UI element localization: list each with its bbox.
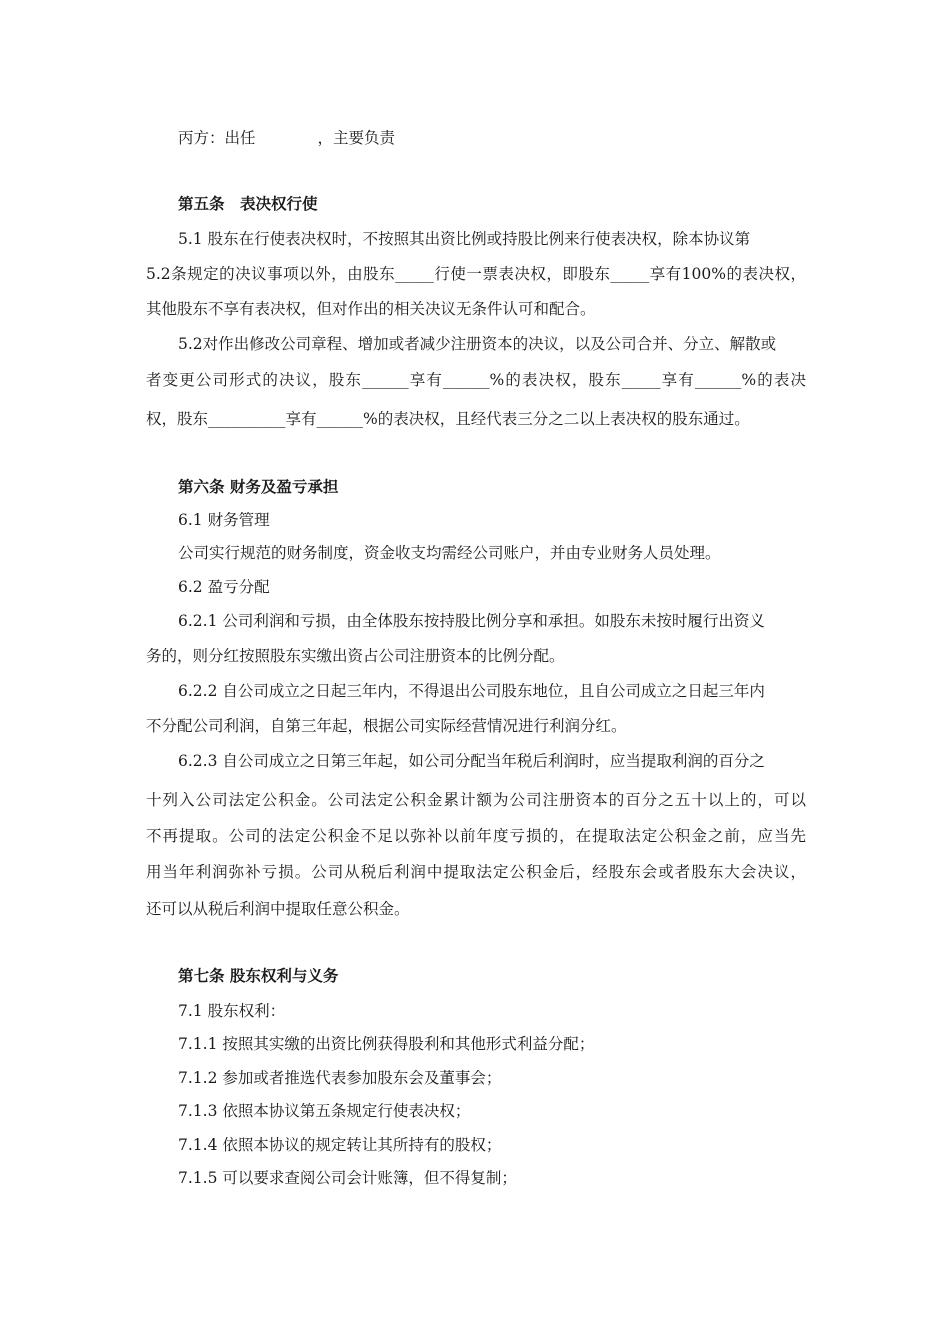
paragraph-line: 6.2.3 自公司成立之日第三年起，如公司分配当年税后利润时，应当提取利润的百分之 — [178, 752, 765, 770]
paragraph-line: 不再提取。公司的法定公积金不足以弥补以前年度亏损的，在提取法定公积金之前，应当先 — [146, 827, 806, 845]
paragraph-line: 不分配公司利润，自第三年起，根据公司实际经营情况进行利润分红。 — [146, 717, 627, 735]
paragraph-line: 权，股东__________享有______%的表决权，且经代表三分之二以上表决权的股东通过。 — [146, 410, 750, 428]
paragraph-line: 公司实行规范的财务制度，资金收支均需经公司账户，并由专业财务人员处理。 — [178, 544, 721, 562]
paragraph-line: 5.2对作出修改公司章程、增加或者减少注册资本的决议，以及公司合并、分立、解散或 — [178, 335, 777, 353]
article-6-heading: 第六条 财务及盈亏承担 — [178, 477, 339, 496]
paragraph-line: 6.2.2 自公司成立之日起三年内，不得退出公司股东地位，且自公司成立之日起三年内 — [178, 682, 765, 700]
paragraph-line: 务的，则分红按照股东实缴出资占公司注册资本的比例分配。 — [146, 647, 565, 665]
paragraph-line: 者变更公司形式的决议，股东______享有______%的表决权，股东_____享有______%的表决 — [146, 371, 806, 389]
list-item: 7.1.2 参加或者推选代表参加股东会及董事会； — [178, 1069, 502, 1087]
paragraph-line: 5.2条规定的决议事项以外，由股东_____行使一票表决权，即股东_____享有100%的表决权， — [146, 265, 806, 283]
section-heading: 7.1 股东权利： — [178, 1002, 286, 1020]
paragraph-line: 用当年利润弥补亏损。公司从税后利润中提取法定公积金后，经股东会或者股东大会决议， — [146, 863, 806, 881]
paragraph-line: 6.2.1 公司利润和亏损，由全体股东按持股比例分享和承担。如股东未按时履行出资义 — [178, 612, 765, 630]
list-item: 7.1.1 按照其实缴的出资比例获得股利和其他形式利益分配； — [178, 1035, 595, 1053]
paragraph-line: 其他股东不享有表决权，但对作出的相关决议无条件认可和配合。 — [146, 300, 596, 318]
article-7-heading: 第七条 股东权利与义务 — [178, 966, 339, 985]
list-item: 7.1.5 可以要求查阅公司会计账簿，但不得复制； — [178, 1169, 517, 1187]
section-heading: 6.2 盈亏分配 — [178, 578, 270, 596]
list-item: 7.1.3 依照本协议第五条规定行使表决权； — [178, 1102, 471, 1120]
paragraph-line: 十列入公司法定公积金。公司法定公积金累计额为公司注册资本的百分之五十以上的，可以 — [146, 791, 806, 809]
article-5-heading: 第五条 表决权行使 — [178, 194, 318, 213]
list-item: 7.1.4 依照本协议的规定转让其所持有的股权； — [178, 1136, 502, 1154]
paragraph-line: 还可以从税后利润中提取任意公积金。 — [146, 900, 410, 918]
section-heading: 6.1 财务管理 — [178, 511, 270, 529]
party-c-line: 丙方：出任 ，主要负责 — [178, 129, 396, 147]
paragraph-line: 5.1 股东在行使表决权时，不按照其出资比例或持股比例来行使表决权，除本协议第 — [178, 230, 751, 248]
